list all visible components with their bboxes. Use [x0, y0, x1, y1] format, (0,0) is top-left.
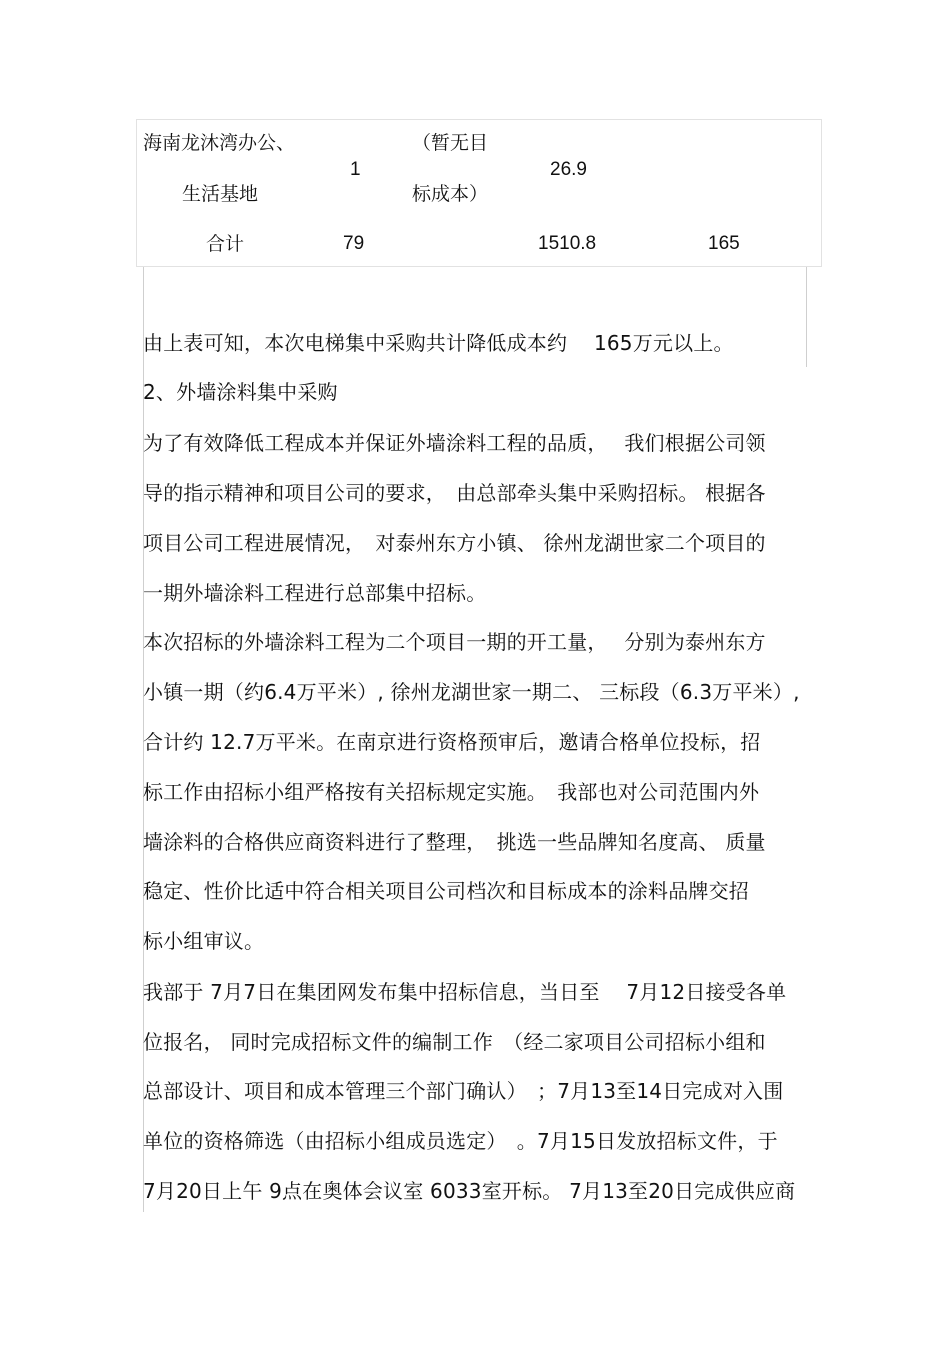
row1-name-line2: 生活基地 — [182, 183, 259, 205]
section-heading: 2、外墙涂料集中采购 — [143, 380, 338, 404]
text-line: 为了有效降低工程成本并保证外墙涂料工程的品质， 我们根据公司领 — [143, 431, 766, 455]
text-line: 总部设计、项目和成本管理三个部门确认） ；7月13至14日完成对入围 — [143, 1079, 784, 1103]
text-line: 标小组审议。 — [143, 929, 265, 953]
total-count: 79 — [343, 233, 365, 254]
text-line: 本次招标的外墙涂料工程为二个项目一期的开工量， 分别为泰州东方 — [143, 630, 766, 654]
right-frame-line — [806, 267, 807, 367]
text-line: 导的指示精神和项目公司的要求， 由总部牵头集中采购招标。 根据各 — [143, 481, 766, 505]
row1-amount: 26.9 — [550, 159, 587, 180]
text-line: 墙涂料的合格供应商资料进行了整理， 挑选一些品牌知名度高、 质量 — [143, 830, 766, 854]
text-line: 稳定、性价比适中符合相关项目公司档次和目标成本的涂料品牌交招 — [143, 879, 749, 903]
row1-name-line1: 海南龙沐湾办公、 — [143, 132, 296, 154]
text-line: 位报名， 同时完成招标文件的编制工作 （经二家项目公司招标小组和 — [143, 1030, 766, 1054]
row1-count: 1 — [350, 159, 361, 180]
text-line: 项目公司工程进展情况， 对泰州东方小镇、 徐州龙湖世家二个项目的 — [143, 531, 766, 555]
text-line: 一期外墙涂料工程进行总部集中招标。 — [143, 581, 487, 605]
text-line: 合计约 12.7万平米。在南京进行资格预审后，邀请合格单位投标，招 — [143, 730, 761, 754]
total-label: 合计 — [206, 233, 245, 255]
row1-target-line2: 标成本） — [412, 183, 489, 205]
text-line: 由上表可知，本次电梯集中采购共计降低成本约 165万元以上。 — [143, 331, 734, 355]
text-line: 小镇一期（约6.4万平米）, 徐州龙湖世家一期二、 三标段（6.3万平米）, — [143, 680, 800, 704]
total-saving: 165 — [708, 233, 740, 254]
row1-target-line1: （暂无目 — [412, 132, 489, 154]
total-amount: 1510.8 — [538, 233, 597, 254]
text-line: 7月20日上午 9点在奥体会议室 6033室开标。 7月13至20日完成供应商 — [143, 1179, 796, 1203]
text-line: 标工作由招标小组严格按有关招标规定实施。 我部也对公司范围内外 — [143, 780, 760, 804]
text-line: 单位的资格筛选（由招标小组成员选定） 。7月15日发放招标文件，于 — [143, 1129, 778, 1153]
text-line: 我部于 7月7日在集团网发布集中招标信息，当日至 7月12日接受各单 — [143, 980, 787, 1004]
